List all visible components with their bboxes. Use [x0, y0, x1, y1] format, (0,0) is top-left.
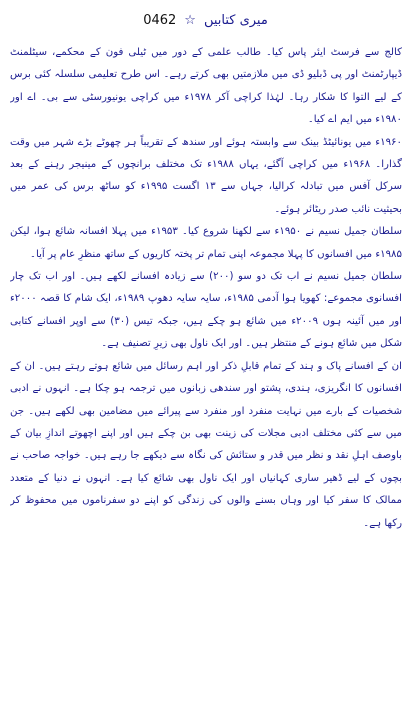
page-header: [0, 8, 411, 32]
paragraph-translations: ان کے افسانے پاک و ہند کے تمام قابلِ ذکر اور اہم رسائل میں شائع ہوتے رہتے ہیں۔ ان کے افسانوں کا انگریزی، ہندی، پشتو اور سندھی زبانوں میں ترجمہ ہو چکا ہے۔ انہوں نے ادبی شخصیات کے بارے میں نہایت منفرد اور منفرد سے پیرائے میں مضامین بھی لکھے ہیں۔ جن میں سے کئی مختلف ادبی مجلات کی زینت بھی بن چکے ہیں اور اپنے اچھوتے اندازِ بیان کے باوصف اہلِ نقد و نظر میں قدر و ستائش کی نگاہ سے دیکھے جا رہے ہیں۔ خواجہ صاحب نے بچوں کے لیے ڈھیر ساری کہانیاں اور ایک ناول بھی شائع کیا ہے۔ انہوں نے دنیا کے متعدد ممالک کا سفر کیا اور وہاں بسنے والوں کی زندگی کو اپنے دو سفرناموں میں محفوظ کر رکھا ہے۔: [10, 360, 402, 529]
body-text: [10, 42, 402, 698]
paragraph-collections: سلطان جمیل نسیم نے اب تک دو سو (۲۰۰) سے زیادہ افسانے لکھے ہیں۔ اور اب تک چار افسانوی مجموعے: کھویا ہوا آدمی ۱۹۸۵ء، سایہ سایہ دھوپ ۱۹۸۹ء، ایک شام کا قصہ ۲۰۰۰ء اور میں آئینہ ہوں ۲۰۰۹ء میں شائع ہو چکے ہیں، جبکہ تیس (۳۰) سے اوپر افسانے کتابی شکل میں شائع ہونے کے منتظر ہیں۔ اور ایک ناول بھی زیرِ تصنیف ہے۔: [10, 271, 402, 350]
page-number: 0462: [143, 12, 177, 28]
book-title: میری کتابیں: [203, 12, 268, 28]
paragraph-career: ۱۹۶۰ء میں یونائیٹڈ بینک سے وابستہ ہوئے اور سندھ کے تقریباً ہر چھوٹے بڑے شہر میں وقت گذارا۔ ۱۹۶۸ء میں کراچی آگئے، یہاں ۱۹۸۸ء تک مختلف برانچوں کے مینیجر رہنے کے بعد سرکل آفس میں تبادلہ کرالیا، جہاں سے ۱۳ اگست ۱۹۹۵ء کو ساٹھ برس کی عمر میں بحیثیت نائب صدر ریٹائر ہوئے۔: [10, 136, 402, 215]
paragraph-education: کالج سے فرسٹ ایئر پاس کیا۔ طالب علمی کے دور میں ٹیلی فون کے محکمے، سیٹلمنٹ ڈیپارٹمنٹ اور پی ڈبلیو ڈی میں ملازمتیں بھی کرتے رہے۔ اس طرح تعلیمی سلسلہ کئی برس کے لیے التوا کا شکار رہا۔ لہٰذا کراچی آکر ۱۹۷۸ء میں کراچی یونیورسٹی سے بی۔ اے اور ۱۹۸۰ء میں ایم اے کیا۔: [10, 47, 402, 126]
star-icon: ☆: [184, 12, 196, 28]
paragraph-first-story: سلطان جمیل نسیم نے ۱۹۵۰ء سے لکھنا شروع کیا۔ ۱۹۵۳ء میں پہلا افسانہ شائع ہوا، لیکن ۱۹۸۵ء میں افسانوں کا پہلا مجموعہ اپنی تمام تر پختہ کاریوں کے ساتھ منظرِ عام پر آیا۔: [10, 226, 402, 260]
